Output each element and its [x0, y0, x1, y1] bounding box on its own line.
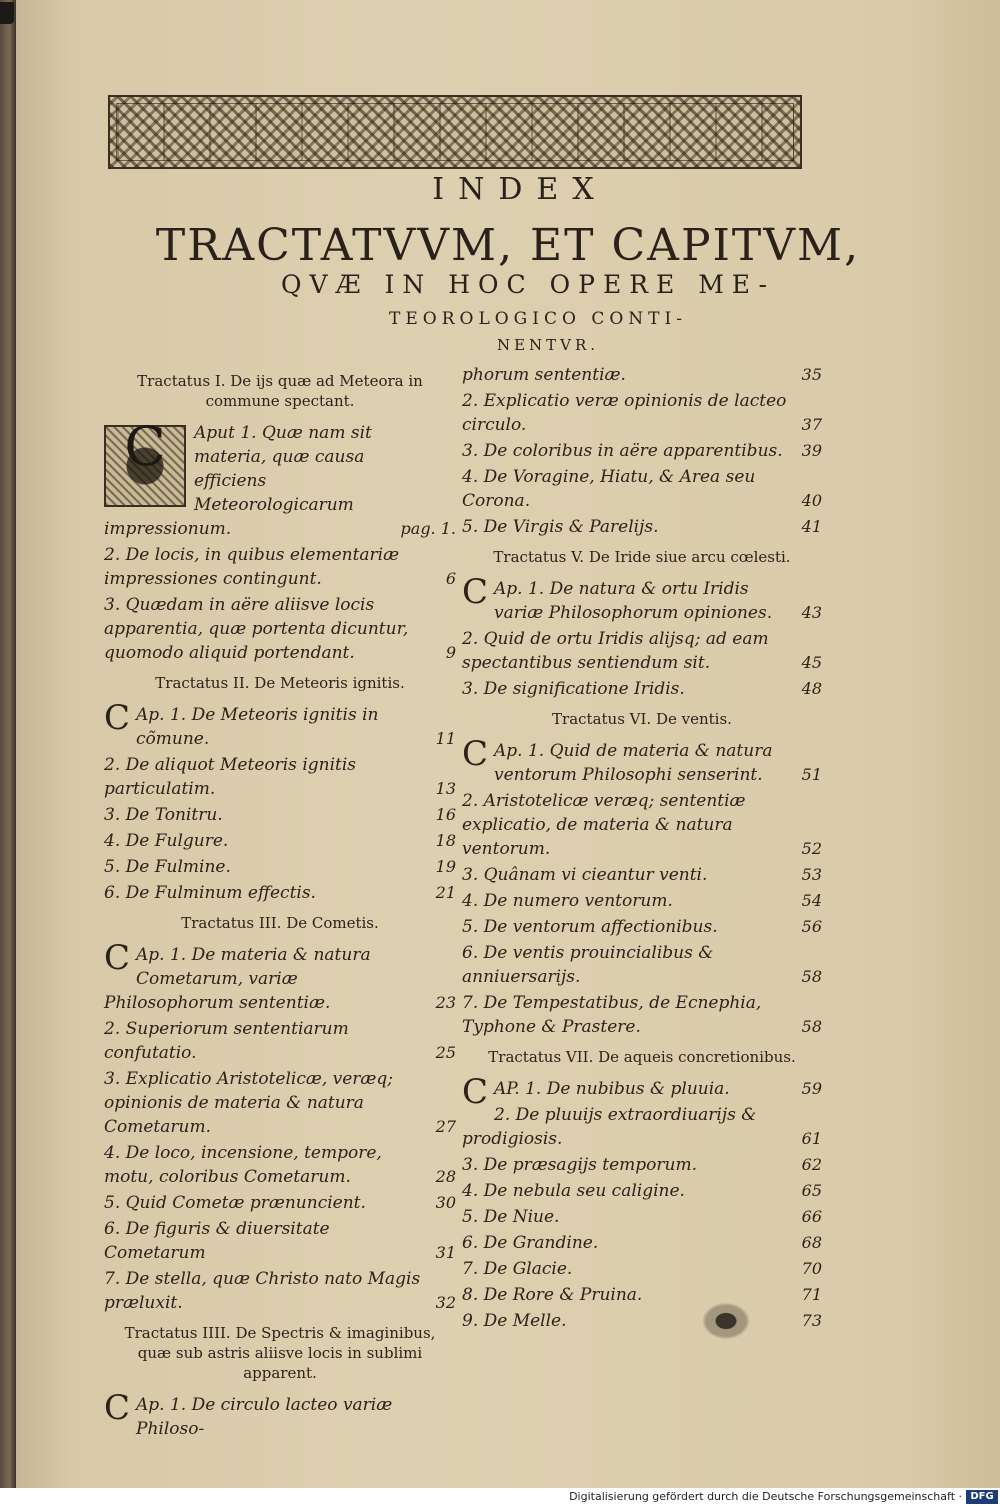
decorated-initial-icon	[104, 415, 186, 507]
digitization-credit: Digitalisierung gefördert durch die Deutsche Forschungsgemeinschaft ·	[0, 1488, 1000, 1506]
page-number: 58	[801, 967, 822, 986]
index-entry	[104, 938, 456, 1015]
index-entry	[104, 1017, 456, 1065]
page-number: 52	[801, 839, 822, 858]
page-number: pag. 1.	[400, 519, 456, 538]
page-number: 68	[801, 1233, 822, 1252]
index-entry	[104, 1191, 456, 1215]
entry-title: 2. De pluuijs extraordiuarijs & prodigiosis.	[462, 1105, 757, 1149]
page-number: 45	[801, 653, 822, 672]
index-entry	[462, 515, 822, 539]
index-entry	[104, 829, 456, 853]
entry-title: 8. De Rore & Pruina.	[462, 1285, 643, 1305]
entry-title: 2. De aliquot Meteoris ignitis particulatim.	[104, 755, 357, 799]
index-entry	[462, 1231, 822, 1255]
entry-title: 7. De Glacie.	[462, 1259, 573, 1279]
page-number: 27	[435, 1117, 456, 1136]
page-number: 18	[435, 831, 456, 850]
page-number: 43	[801, 603, 822, 622]
page-number: 9	[445, 643, 456, 662]
entry-title: 4. De Voragine, Hiatu, & Area seu Corona.	[462, 467, 756, 511]
entry-title: 3. De significatione Iridis.	[462, 679, 685, 699]
entry-title: Ap. 1. De circulo lacteo variæ Philoso-	[136, 1395, 393, 1439]
index-column-left	[104, 363, 456, 1443]
section-heading: Tractatus VII. De aqueis concretionibus.	[488, 1048, 796, 1066]
page-number: 37	[801, 415, 822, 434]
page-number: 25	[435, 1043, 456, 1062]
index-entry	[462, 1072, 822, 1112]
index-entry	[104, 1388, 456, 1441]
index-entry	[462, 734, 822, 787]
index-entry	[104, 1217, 456, 1265]
entry-title: 6. De Grandine.	[462, 1233, 599, 1253]
entry-title: 3. Explicatio Aristotelicæ, veræq; opinionis de materia & natura Cometarum.	[104, 1069, 394, 1137]
index-entry	[462, 863, 822, 887]
index-column-right	[462, 363, 822, 1335]
section-heading: Tractatus II. De Meteoris ignitis.	[155, 674, 405, 692]
page-number: 11	[435, 729, 456, 748]
entry-title: 2. De locis, in quibus elementariæ impressiones contingunt.	[104, 545, 400, 589]
index-entry	[462, 363, 822, 387]
entry-title: 6. De ventis prouincialibus & anniuersarijs.	[462, 943, 714, 987]
heading-index: INDEX	[432, 172, 608, 207]
page-number: 39	[801, 441, 822, 460]
heading-line-5: NENTVR.	[496, 336, 600, 354]
initial-letter: C	[104, 698, 131, 738]
entry-title: 4. De loco, incensione, tempore, motu, coloribus Cometarum.	[104, 1143, 382, 1187]
entry-title: 5. Quid Cometæ prænuncient.	[104, 1193, 366, 1213]
initial-letter: C	[124, 415, 166, 478]
index-entry	[104, 593, 456, 665]
page-number: 66	[801, 1207, 822, 1226]
index-entry	[104, 1267, 456, 1315]
entry-title: 7. De stella, quæ Christo nato Magis præluxit.	[104, 1269, 421, 1313]
entry-title: 4. De numero ventorum.	[462, 891, 673, 911]
index-entry	[462, 677, 822, 701]
entry-title: 4. De Fulgure.	[104, 831, 229, 851]
page-number: 70	[801, 1259, 822, 1278]
index-entry	[462, 627, 822, 675]
entry-title: 2. Aristotelicæ veræq; sententiæ explicatio, de materia & natura ventorum.	[462, 791, 746, 859]
page-number: 6	[445, 569, 456, 588]
index-entry	[462, 889, 822, 913]
entry-title: phorum sententiæ.	[462, 365, 626, 385]
page-number: 41	[801, 517, 822, 536]
page-number: 28	[435, 1167, 456, 1186]
entry-title: 3. De Tonitru.	[104, 805, 223, 825]
entry-title: 5. De Fulmine.	[104, 857, 231, 877]
heading-line-4: TEOROLOGICO CONTI-	[389, 309, 687, 329]
entry-title: 3. De præsagijs temporum.	[462, 1155, 698, 1175]
index-entry	[462, 991, 822, 1039]
index-entry	[462, 439, 822, 463]
page-number: 13	[435, 779, 456, 798]
entry-title: 9. De Melle.	[462, 1311, 567, 1331]
index-entry	[104, 543, 456, 591]
index-entry	[104, 753, 456, 801]
section-heading: Tractatus VI. De ventis.	[552, 710, 732, 728]
index-entry	[462, 915, 822, 939]
section-heading: Tractatus V. De Iride siue arcu cœlesti.	[493, 548, 791, 566]
index-entry	[104, 1067, 456, 1139]
entry-title: 6. De Fulminum effectis.	[104, 883, 316, 903]
initial-letter: C	[462, 734, 489, 774]
entry-title: 3. Quædam in aëre aliisve locis apparentia, quæ portenta dicuntur, quomodo aliquid portendant.	[104, 595, 409, 663]
entry-title: 3. Quânam vi cieantur venti.	[462, 865, 708, 885]
page-number: 71	[801, 1285, 822, 1304]
page-number: 59	[801, 1079, 822, 1098]
pin-icon	[0, 2, 14, 24]
entry-title: Aput 1. Quæ nam sit materia, quæ causa efficiens Meteorologicarum impressionum.	[104, 423, 372, 539]
page-number: 65	[801, 1181, 822, 1200]
index-entry	[104, 415, 456, 541]
section-heading: Tractatus III. De Cometis.	[181, 914, 379, 932]
index-entry	[462, 1179, 822, 1203]
index-entry	[462, 465, 822, 513]
index-entry	[462, 389, 822, 437]
entry-title: Ap. 1. De natura & ortu Iridis variæ Philosophorum opiniones.	[494, 579, 773, 623]
page-number: 56	[801, 917, 822, 936]
entry-title: 3. De coloribus in aëre apparentibus.	[462, 441, 783, 461]
page-number: 19	[435, 857, 456, 876]
entry-title: AP. 1. De nubibus & pluuia.	[494, 1079, 730, 1099]
index-entry	[462, 1153, 822, 1177]
book-page	[16, 0, 1000, 1488]
index-entry	[462, 789, 822, 861]
entry-title: 2. Superiorum sententiarum confutatio.	[104, 1019, 349, 1063]
page-number: 48	[801, 679, 822, 698]
entry-title: 5. De ventorum affectionibus.	[462, 917, 718, 937]
page-number: 16	[435, 805, 456, 824]
index-entry	[462, 572, 822, 625]
entry-title: 2. Quid de ortu Iridis alijsq; ad eam spectantibus sentiendum sit.	[462, 629, 769, 673]
index-entry	[104, 881, 456, 905]
page-number: 61	[801, 1129, 822, 1148]
entry-title: 7. De Tempestatibus, de Ecnephia, Typhone & Prastere.	[462, 993, 762, 1037]
initial-letter: C	[104, 1388, 131, 1428]
index-entry	[462, 1205, 822, 1229]
index-entry	[462, 941, 822, 989]
entry-title: 5. De Virgis & Parelijs.	[462, 517, 659, 537]
index-entry	[104, 698, 456, 751]
initial-letter: C	[104, 938, 131, 978]
index-entry	[462, 1309, 822, 1333]
page-number: 62	[801, 1155, 822, 1174]
index-entry	[104, 855, 456, 879]
page-number: 51	[801, 765, 822, 784]
page-number: 23	[435, 993, 456, 1012]
page-number: 35	[801, 365, 822, 384]
dfg-logo-icon: DFG	[966, 1490, 998, 1504]
entry-title: 6. De figuris & diuersitate Cometarum	[104, 1219, 330, 1263]
heading-title: TRACTATVVM, ET CAPITVM,	[155, 220, 861, 271]
ornamental-headpiece	[108, 95, 802, 169]
entry-title: Ap. 1. Quid de materia & natura ventorum Philosophi senserint.	[494, 741, 773, 785]
index-entry	[104, 803, 456, 827]
page-number: 30	[435, 1193, 456, 1212]
page-number: 21	[435, 883, 456, 902]
entry-title: 5. De Niue.	[462, 1207, 560, 1227]
index-entry	[462, 1103, 822, 1151]
index-entry	[462, 1257, 822, 1281]
page-number: 54	[801, 891, 822, 910]
book-spine	[0, 0, 16, 1488]
entry-title: 4. De nebula seu caligine.	[462, 1181, 685, 1201]
page-number: 58	[801, 1017, 822, 1036]
index-entry	[462, 1283, 822, 1307]
page-number: 32	[435, 1293, 456, 1312]
page-number: 31	[435, 1243, 456, 1262]
ink-stain	[696, 1298, 756, 1344]
initial-letter: C	[462, 1072, 489, 1112]
entry-title: 2. Explicatio veræ opinionis de lacteo circulo.	[462, 391, 787, 435]
page-number: 40	[801, 491, 822, 510]
entry-title: Ap. 1. De Meteoris ignitis in cõmune.	[136, 705, 379, 749]
page-number: 53	[801, 865, 822, 884]
page-number: 73	[801, 1311, 822, 1330]
index-entry	[104, 1141, 456, 1189]
initial-letter: C	[462, 572, 489, 612]
entry-title: Ap. 1. De materia & natura Cometarum, variæ Philosophorum sententiæ.	[104, 945, 371, 1013]
section-heading: Tractatus IIII. De Spectris & imaginibus, quæ sub astris aliisve locis in sublimi apparent.	[124, 1324, 436, 1382]
section-heading: Tractatus I. De ijs quæ ad Meteora in commune spectant.	[137, 372, 423, 410]
heading-line-3: QVÆ IN HOC OPERE ME-	[281, 270, 775, 299]
